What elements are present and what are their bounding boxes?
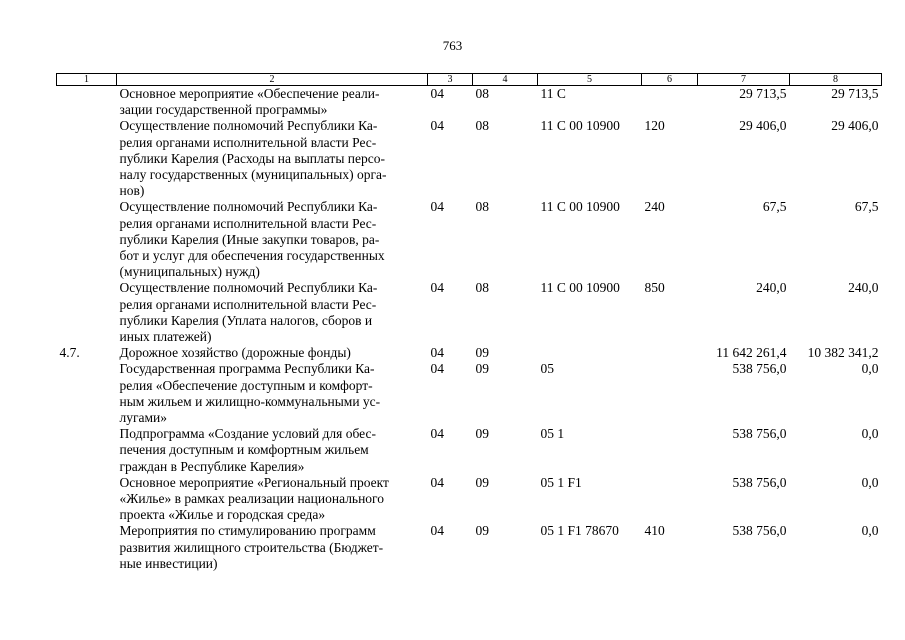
row-number: 4.7. (59, 345, 80, 361)
column-header: 5 (538, 74, 642, 86)
column-number-row (57, 74, 882, 86)
column-header: 1 (57, 74, 117, 86)
page-number: 763 (442, 38, 463, 53)
expense-type-code (642, 361, 698, 426)
table-row (57, 475, 882, 524)
target-article-code (538, 345, 642, 361)
amount-year-1: 29 406,0 (739, 118, 787, 134)
section-code: 04 (430, 118, 444, 134)
description-line: (муниципальных) нужд) (119, 264, 260, 280)
description-line: печения доступным и комфортным жильем (119, 442, 369, 458)
description-line: публики Карелия (Расходы на выплаты персо- (119, 150, 385, 166)
expense-type-code (642, 475, 698, 524)
target-article-code: 11 С 00 10900 (540, 118, 620, 134)
column-header: 6 (642, 74, 698, 86)
description-line: зации государственной программы» (119, 102, 328, 118)
subsection-code: 09 (475, 361, 489, 377)
section-code: 04 (430, 280, 444, 296)
row-description (117, 280, 428, 345)
description-line: публики Карелия (Уплата налогов, сборов и (119, 312, 373, 328)
row-number (57, 280, 117, 345)
subsection-code: 08 (475, 86, 489, 101)
section-code: 04 (430, 199, 444, 215)
amount-year-2: 0,0 (861, 361, 879, 377)
subsection-code: 08 (475, 199, 489, 215)
table-row (57, 118, 882, 199)
table-body (57, 86, 882, 573)
row-description (117, 523, 428, 572)
description-line: развития жилищного строительства (Бюджет- (119, 539, 384, 555)
section-code: 04 (430, 86, 444, 101)
budget-table (56, 73, 882, 572)
row-number (57, 523, 117, 572)
amount-year-1: 29 713,5 (739, 86, 787, 101)
subsection-code: 09 (475, 426, 489, 442)
description-line: «Жилье» в рамках реализации национального (119, 491, 385, 507)
description-line: иных платежей) (119, 329, 212, 345)
description-line: Осуществление полномочий Республики Ка- (119, 199, 378, 215)
table-row (57, 280, 882, 345)
amount-year-2: 29 713,5 (831, 86, 879, 101)
amount-year-1: 538 756,0 (732, 523, 787, 539)
table-row (57, 523, 882, 572)
amount-year-1: 538 756,0 (732, 426, 787, 442)
amount-year-1: 67,5 (762, 199, 787, 215)
row-number (57, 426, 117, 475)
row-description (117, 345, 428, 361)
column-header: 4 (473, 74, 538, 86)
section-code: 04 (430, 426, 444, 442)
amount-year-2: 67,5 (854, 199, 879, 215)
subsection-code: 08 (475, 280, 489, 296)
description-line: релия органами исполнительной власти Рес- (119, 134, 377, 150)
amount-year-2: 0,0 (861, 426, 879, 442)
target-article-code: 05 1 F1 (540, 474, 582, 490)
amount-year-1: 11 642 261,4 (716, 345, 787, 361)
amount-year-2: 0,0 (861, 474, 879, 490)
expense-type-code: 240 (644, 199, 665, 215)
column-header: 3 (428, 74, 473, 86)
description-line: нов) (119, 183, 145, 199)
target-article-code: 11 С (540, 86, 566, 101)
table-row (57, 361, 882, 426)
description-line: бот и услуг для обеспечения государственных (119, 248, 385, 264)
section-code: 04 (430, 474, 444, 490)
subsection-code: 08 (475, 118, 489, 134)
description-line: Осуществление полномочий Республики Ка- (119, 280, 378, 296)
row-description (117, 361, 428, 426)
target-article-code: 11 С 00 10900 (540, 199, 620, 215)
subsection-code: 09 (475, 474, 489, 490)
amount-year-2: 0,0 (861, 523, 879, 539)
description-line: Дорожное хозяйство (дорожные фонды) (119, 345, 351, 361)
expense-type-code: 850 (644, 280, 665, 296)
target-article-code: 05 1 F1 78670 (540, 523, 619, 539)
row-number (57, 86, 117, 119)
expense-type-code: 120 (644, 118, 665, 134)
amount-year-2: 29 406,0 (831, 118, 879, 134)
column-header: 2 (117, 74, 428, 86)
column-header: 7 (698, 74, 790, 86)
table-row (57, 345, 882, 361)
description-line: Основное мероприятие «Региональный проект (119, 474, 389, 490)
row-description (117, 475, 428, 524)
description-line: Мероприятия по стимулированию программ (119, 523, 376, 539)
amount-year-1: 538 756,0 (732, 474, 787, 490)
subsection-code: 09 (475, 345, 489, 361)
amount-year-2: 10 382 341,2 (807, 345, 879, 361)
amount-year-2: 240,0 (848, 280, 879, 296)
description-line: ным жильем и жилищно-коммунальными ус- (119, 393, 381, 409)
row-description (117, 86, 428, 119)
description-line: Государственная программа Республики Ка- (119, 361, 375, 377)
section-code: 04 (430, 523, 444, 539)
description-line: публики Карелия (Иные закупки товаров, ра- (119, 231, 380, 247)
row-description (117, 199, 428, 280)
table-row (57, 86, 882, 119)
row-number (57, 361, 117, 426)
expense-type-code (642, 86, 698, 119)
row-number (57, 199, 117, 280)
amount-year-1: 538 756,0 (732, 361, 787, 377)
description-line: Основное мероприятие «Обеспечение реали- (119, 86, 380, 101)
description-line: релия органами исполнительной власти Рес- (119, 296, 377, 312)
subsection-code: 09 (475, 523, 489, 539)
table-row (57, 199, 882, 280)
row-description (117, 118, 428, 199)
table-row (57, 426, 882, 475)
section-code: 04 (430, 345, 444, 361)
expense-type-code: 410 (644, 523, 665, 539)
target-article-code: 11 С 00 10900 (540, 280, 620, 296)
target-article-code: 05 (540, 361, 554, 377)
description-line: релия «Обеспечение доступным и комфорт- (119, 377, 373, 393)
description-line: лугами» (119, 410, 168, 426)
expense-type-code (642, 426, 698, 475)
description-line: ные инвестиции) (119, 555, 218, 571)
row-description (117, 426, 428, 475)
target-article-code: 05 1 (540, 426, 565, 442)
expense-type-code (642, 345, 698, 361)
description-line: Подпрограмма «Создание условий для обес- (119, 426, 376, 442)
description-line: налу государственных (муниципальных) орга- (119, 167, 387, 183)
description-line: проекта «Жилье и городская среда» (119, 507, 326, 523)
column-header: 8 (790, 74, 882, 86)
amount-year-1: 240,0 (756, 280, 787, 296)
section-code: 04 (430, 361, 444, 377)
description-line: релия органами исполнительной власти Рес- (119, 215, 377, 231)
description-line: Осуществление полномочий Республики Ка- (119, 118, 378, 134)
row-number (57, 118, 117, 199)
row-number (57, 475, 117, 524)
description-line: граждан в Республике Карелия» (119, 458, 305, 474)
